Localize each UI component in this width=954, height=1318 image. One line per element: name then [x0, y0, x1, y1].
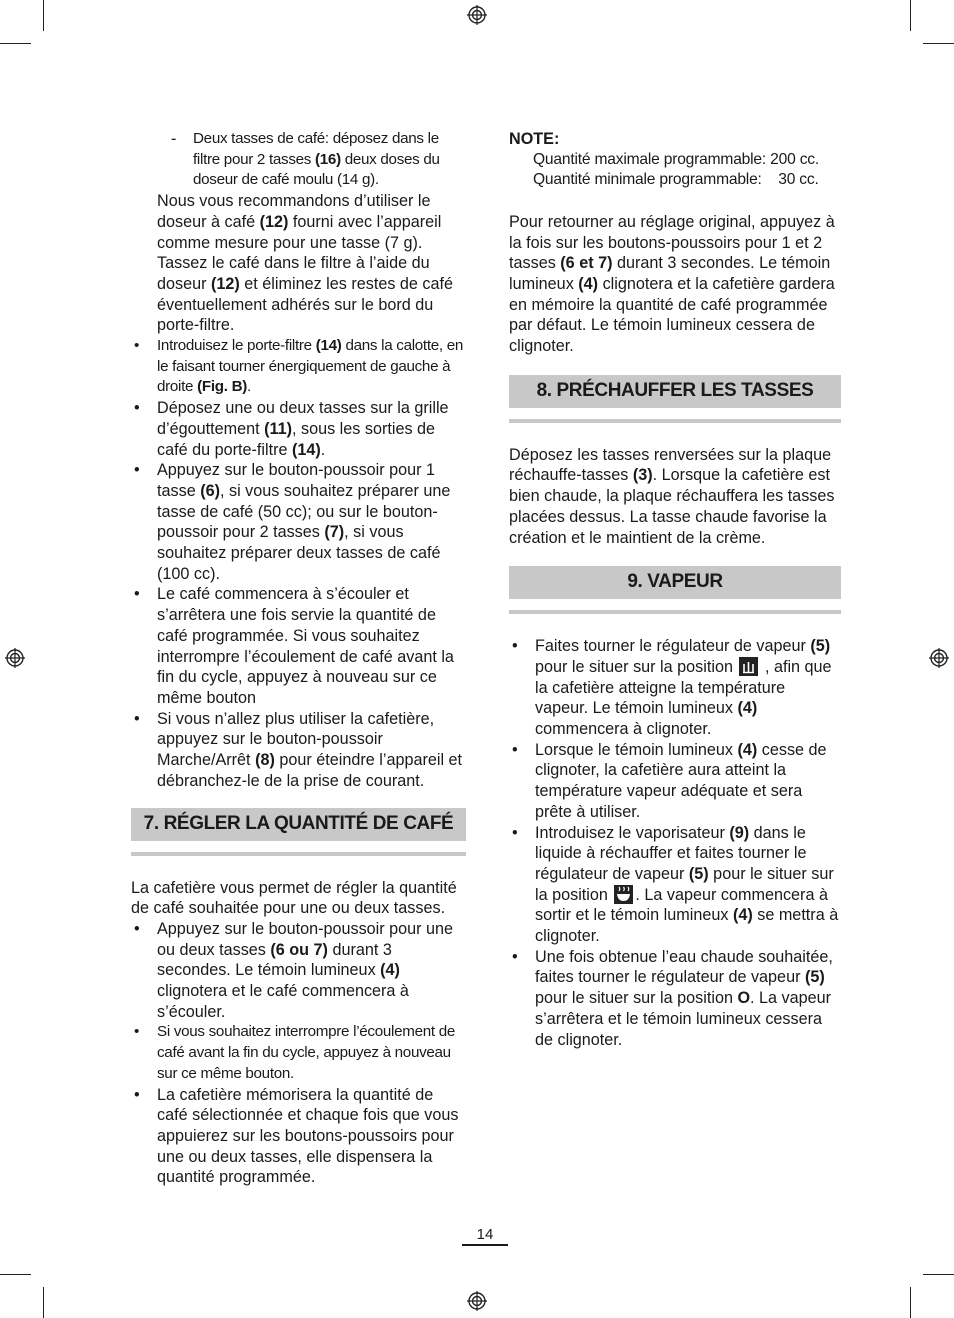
list-item	[131, 584, 466, 708]
text: Lorsque le témoin lumineux	[535, 740, 738, 759]
note-label	[509, 129, 841, 150]
crop-mark	[923, 1274, 954, 1275]
text: , afin que la cafetière atteigne la température vapeur. Le témoin lumineux	[535, 657, 832, 718]
registration-mark-icon	[467, 1291, 487, 1311]
steam-symbol-icon	[739, 657, 758, 676]
reference-number: (11)	[264, 419, 292, 438]
dash-marker: -	[171, 130, 177, 148]
text: Introduisez le vaporisateur	[535, 823, 730, 842]
list-item	[509, 636, 841, 740]
reference-number: (7)	[324, 523, 345, 542]
text: .	[320, 440, 326, 459]
text: . La vapeur commencera à sortir et le témoin lumineux	[535, 885, 828, 925]
list-item	[509, 740, 841, 823]
reference-number: (12)	[259, 212, 289, 231]
figure-reference: (Fig. B)	[197, 378, 248, 396]
list-item	[131, 1022, 466, 1084]
section-title: 9. VAPEUR	[627, 571, 723, 593]
reference-number: (6)	[200, 481, 220, 500]
note-heading: NOTE:	[509, 130, 560, 148]
steam-cup-icon	[614, 885, 633, 904]
reference-number: (14)	[291, 440, 321, 459]
section-7-intro: La cafetière vous permet de régler la quantité de café souhaitée pour une ou deux tasses.	[131, 878, 457, 918]
reference-number: (9)	[729, 823, 750, 842]
text: pour le situer sur la position	[535, 864, 834, 904]
bullet-list-section-7	[131, 919, 466, 1188]
text: durant 3 secondes. Le témoin lumineux	[509, 254, 831, 293]
text: dans la calotte, en le faisant tourner énergiquement de gauche à droite	[157, 337, 464, 396]
text: Appuyez sur le bouton-poussoir pour une ou deux tasses	[157, 919, 454, 959]
note-max: Quantité maximale programmable: 200 cc.	[533, 150, 820, 168]
reference-number: (12)	[211, 274, 240, 293]
text: durant 3 secondes. Le témoin lumineux	[157, 940, 392, 980]
reference-number: (4)	[578, 274, 599, 293]
registration-mark-icon	[929, 648, 949, 668]
text: Faites tourner le régulateur de vapeur	[535, 637, 811, 656]
paragraph-recommendation	[131, 191, 466, 336]
crop-mark	[43, 1287, 44, 1318]
text: . Lorsque la cafetière est bien chaude, la plaque réchauffera les tasses placées dessus. La tasse chaude favorise la création et le maintient de la crème.	[509, 466, 835, 547]
text: .	[247, 378, 251, 396]
reference-number: (16)	[315, 150, 341, 168]
text: , si vous souhaitez préparer deux tasses de café (100 cc).	[157, 523, 441, 583]
crop-mark	[923, 43, 954, 44]
list-item	[131, 460, 466, 584]
text: commencera à clignoter.	[535, 720, 712, 739]
text: La cafetière mémorisera la quantité de café sélectionnée et chaque fois que vous appuierez sur les boutons-poussoirs pour une ou deux tasses, elle dispensera la quantité programmée.	[157, 1085, 459, 1187]
list-item	[131, 336, 466, 398]
text: Si vous souhaitez interrompre l’écoulement de café avant la fin du cycle, appuyez à nouveau sur ce même bouton.	[157, 1023, 456, 1082]
list-item	[131, 1085, 466, 1189]
text: , sous les sorties de café du porte-filtre	[157, 419, 436, 459]
reference-number: (5)	[804, 968, 825, 987]
reference-number: (4)	[737, 699, 758, 718]
section-8-header	[509, 375, 841, 408]
bullet-list-section-9	[509, 636, 841, 1050]
text: et éliminez les restes de café éventuellement adhérés sur le bord du porte-filtre.	[157, 274, 454, 335]
reference-number: (6 et 7)	[560, 254, 613, 273]
crop-mark	[43, 0, 44, 31]
text: deux doses du doseur de café moulu (14 g).	[193, 150, 440, 189]
text: Deux tasses de café: déposez dans le filtre pour 2 tasses	[193, 130, 439, 168]
crop-mark	[0, 1274, 31, 1275]
text: Quantité minimale programmable:	[533, 171, 762, 189]
text: clignotera et la cafetière gardera en mémoire la quantité de café programmée par défaut. Le témoin lumineux cessera de clignoter.	[509, 274, 835, 356]
note-min	[509, 170, 841, 191]
text: pour le situer sur la position	[535, 989, 738, 1008]
text: clignotera et le café commencera à s’écouler.	[157, 982, 409, 1021]
text: Une fois obtenue l’eau chaude souhaitée, faites tourner le régulateur de vapeur	[535, 947, 833, 987]
value: 30 cc.	[778, 171, 819, 189]
text: Nous vous recommandons d’utiliser le doseur à café	[157, 192, 431, 231]
page-number: 14	[476, 1226, 494, 1243]
bullet-list-preparation	[131, 336, 466, 791]
text: se mettra à clignoter.	[535, 906, 839, 946]
position-label: O	[737, 989, 751, 1008]
dash-list-item	[131, 129, 466, 191]
text: Si vous n’allez plus utiliser la cafetière, appuyez sur le bouton-poussoir Marche/Arrêt	[157, 709, 435, 770]
section-8-text	[509, 445, 841, 549]
crop-mark	[0, 43, 31, 44]
reference-number: (4)	[732, 906, 753, 925]
crop-mark	[910, 1287, 911, 1318]
list-item	[131, 398, 466, 460]
text: pour éteindre l’appareil et débranchez-le de la prise de courant.	[157, 751, 463, 790]
registration-mark-icon	[5, 648, 25, 668]
list-item	[509, 823, 841, 947]
page-number-underline	[462, 1244, 508, 1246]
text: Pour retourner au réglage original, appuyez à la fois sur les boutons-poussoirs pour 1 et 2 tasses	[509, 212, 835, 273]
text: Introduisez le porte-filtre	[157, 337, 316, 355]
reference-number: (4)	[380, 961, 400, 980]
text: dans le liquide à réchauffer et faites tourner le régulateur de vapeur	[535, 823, 807, 883]
reference-number: (5)	[688, 864, 709, 883]
text: Le café commencera à s’écouler et s’arrêtera une fois servie la quantité de café programmée. Si vous souhaitez interrompre l’écoulement de café avant la fin du cycle, appuyez à nouveau sur ce même bouton	[157, 585, 454, 707]
paragraph-reset	[509, 212, 841, 357]
registration-mark-icon	[467, 5, 487, 25]
text: Déposez une ou deux tasses sur la grille d’égouttement	[157, 399, 449, 438]
reference-number: (8)	[255, 751, 275, 770]
reference-number: (5)	[810, 637, 831, 656]
list-item	[509, 947, 841, 1051]
text: Appuyez sur le bouton-poussoir pour 1 tasse	[157, 461, 436, 500]
section-7-header	[131, 808, 466, 841]
text: fourni avec l’appareil comme mesure pour une tasse (7 g). Tassez le café dans le filtre à l’aide du doseur	[157, 212, 442, 293]
section-9-header	[509, 566, 841, 599]
reference-number: (14)	[315, 337, 342, 355]
right-column	[509, 129, 841, 1050]
dash-item-text	[193, 129, 466, 191]
reference-number: (4)	[737, 740, 758, 759]
crop-mark	[910, 0, 911, 31]
list-item	[131, 919, 466, 1023]
reference-number: (3)	[632, 466, 653, 485]
text: pour le situer sur la position	[535, 657, 738, 676]
text: cesse de clignoter, la cafetière aura atteint la température vapeur adéquate et sera prête à utiliser.	[535, 740, 827, 821]
text: , si vous souhaitez préparer une tasse de café (50 cc); ou sur le bouton-poussoir pour 2 tasses	[157, 481, 451, 542]
list-item	[131, 709, 466, 792]
text: Déposez les tasses renversées sur la plaque réchauffe-tasses	[509, 445, 832, 485]
left-column	[131, 129, 466, 1188]
section-title: 8. PRÉCHAUFFER LES TASSES	[536, 379, 814, 401]
reference-number: (6 ou 7)	[270, 940, 328, 959]
section-title: 7. RÉGLER LA QUANTITÉ DE CAFÉ	[143, 812, 454, 834]
text: . La vapeur s’arrêtera et le témoin lumineux cessera de clignoter.	[535, 989, 832, 1049]
